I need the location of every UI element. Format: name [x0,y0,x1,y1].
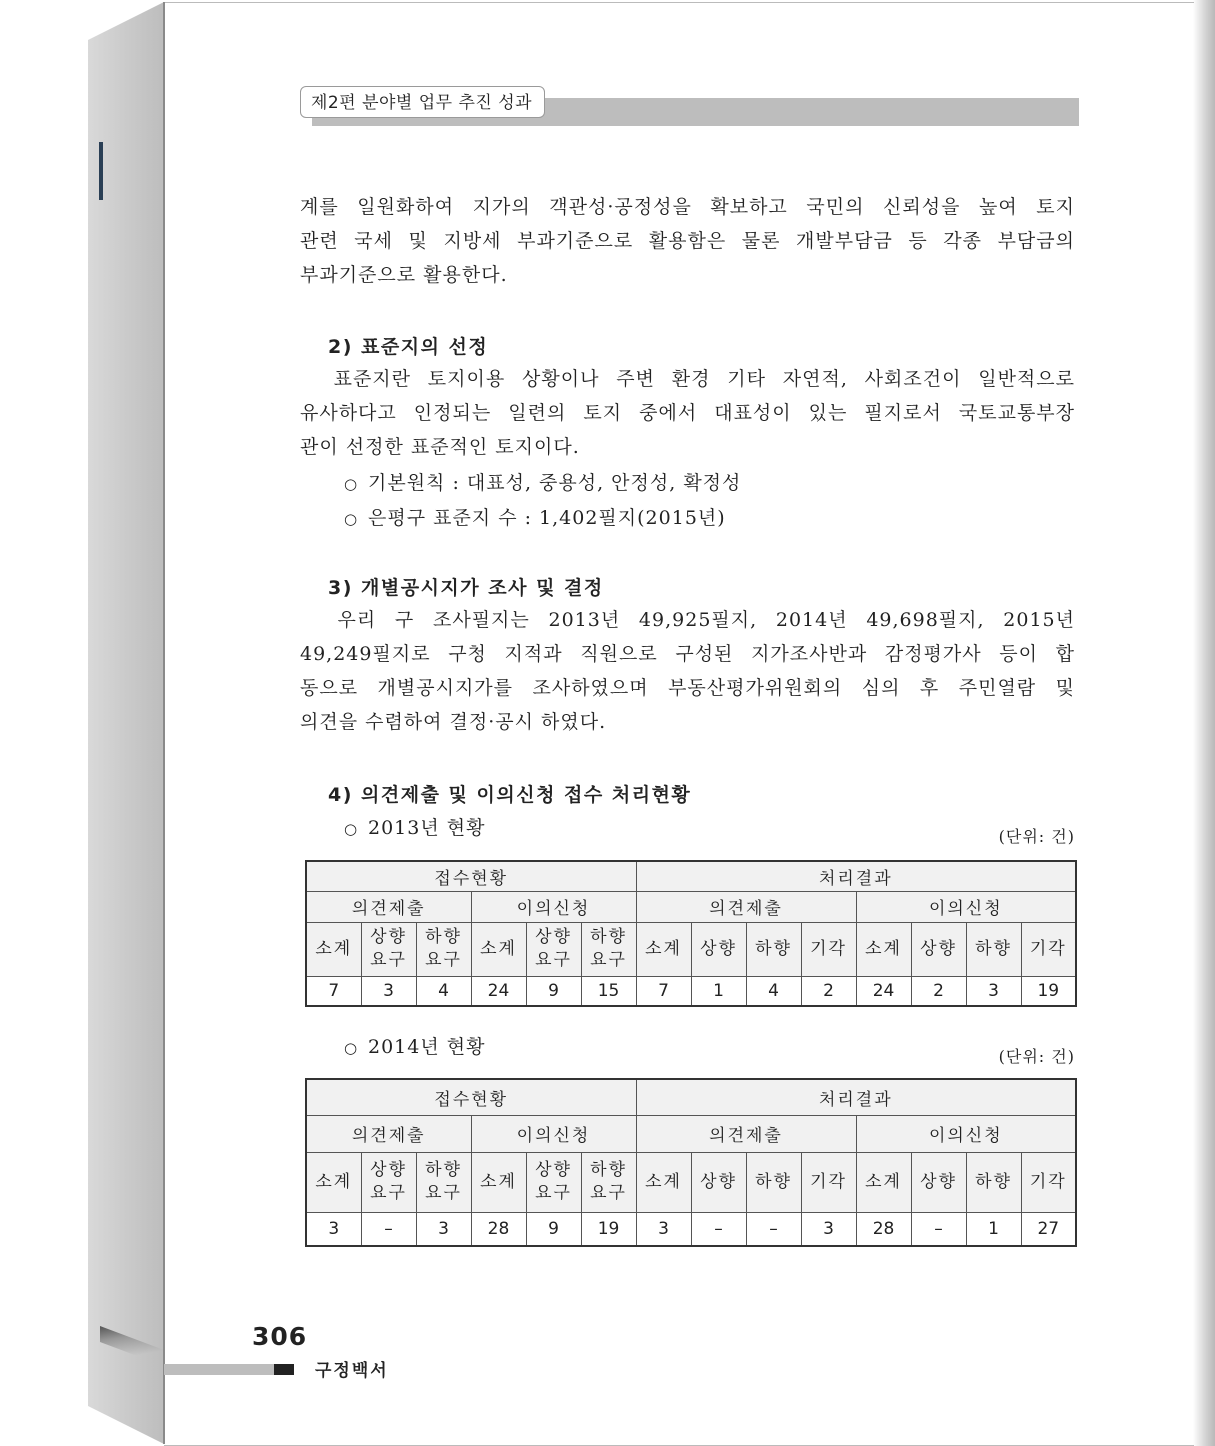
table-cell: 19 [1021,976,1076,1006]
header-cell: 처리결과 [636,1079,1076,1115]
header-cell: 이의신청 [856,1115,1076,1152]
text-line: 표준지란 토지이용 상황이나 주변 환경 기타 자연적, 사회조건이 일반적으로 [300,368,1075,390]
page-number: 306 [252,1322,308,1351]
footer-bar [164,1364,274,1375]
column-header-cell: 상향 [691,922,746,976]
table-cell: 28 [471,1212,526,1246]
column-header-cell: 상향 요구 [361,1152,416,1212]
table-cell: 9 [526,1212,581,1246]
table-cell: 2 [801,976,856,1006]
bullet-symbol: ○ [344,510,359,528]
footer-bar-accent [274,1364,294,1375]
text-line: 관련 국세 및 지방세 부과기준으로 활용함은 물론 개발부담금 등 각종 부담금의 [300,230,1075,252]
column-header-cell: 하향 요구 [416,922,471,976]
header-cell: 의견제출 [306,1115,471,1152]
header-cell: 이의신청 [471,891,636,922]
column-header-cell: 상향 요구 [526,922,581,976]
column-header-cell: 소계 [856,922,911,976]
column-header-cell: 상향 요구 [361,922,416,976]
column-header-cell: 기각 [1021,1152,1076,1212]
unit-label: (단위: 건) [998,827,1075,846]
table-cell: – [746,1212,801,1246]
table-cell: 27 [1021,1212,1076,1246]
spine-marker [99,142,103,200]
bullet-symbol: ○ [344,820,359,838]
column-header-cell: 하향 [966,1152,1021,1212]
text-line: 유사하다고 인정되는 일련의 토지 중에서 대표성이 있는 필지로서 국토교통부장 [300,402,1076,424]
column-header-cell: 소계 [636,922,691,976]
table-cell: 2 [911,976,966,1006]
book-title: 구정백서 [315,1361,389,1381]
section-paragraph [300,362,1075,464]
bullet-item [344,468,741,495]
table-2014 [305,1078,1077,1247]
page-edge-line [163,2,165,1444]
book-spine [88,2,164,1444]
header-cell: 의견제출 [636,891,856,922]
header-cell: 접수현황 [306,861,636,891]
bullet-symbol: ○ [344,475,359,493]
table-caption-text: 2013년 현황 [368,817,486,839]
column-header-cell: 하향 [746,922,801,976]
section-paragraph [300,603,1075,739]
table-cell: – [911,1212,966,1246]
table-caption-text: 2014년 현황 [368,1036,486,1058]
table-cell: 15 [581,976,636,1006]
table-cell: 7 [636,976,691,1006]
table-cell: 4 [746,976,801,1006]
page-shadow [1193,0,1215,1446]
column-header-row [306,922,1076,976]
intro-paragraph [300,190,1075,292]
table-cell: 24 [856,976,911,1006]
column-header-cell: 기각 [801,922,856,976]
table-cell: 1 [966,1212,1021,1246]
text-line: 계를 일원화하여 지가의 객관성·공정성을 확보하고 국민의 신뢰성을 높여 토지 [300,196,1075,218]
text-line: 동으로 개별공시지가를 조사하였으며 부동산평가위원회의 심의 후 주민열람 및 [300,677,1075,699]
table-cell: 9 [526,976,581,1006]
column-header-cell: 상향 [691,1152,746,1212]
column-header-cell: 하향 요구 [581,922,636,976]
table-cell: 3 [306,1212,361,1246]
column-header-cell: 소계 [636,1152,691,1212]
bullet-symbol: ○ [344,1039,359,1057]
header-cell: 의견제출 [306,891,471,922]
bullet-item [344,503,726,530]
table-cell: 4 [416,976,471,1006]
column-header-cell: 소계 [471,922,526,976]
table-cell: 24 [471,976,526,1006]
table-cell: 3 [416,1212,471,1246]
text-line: 관이 선정한 표준적인 토지이다. [300,436,580,458]
column-header-cell: 기각 [801,1152,856,1212]
column-header-cell: 하향 요구 [581,1152,636,1212]
table-cell: 3 [801,1212,856,1246]
table-cell: 19 [581,1212,636,1246]
column-header-cell: 소계 [471,1152,526,1212]
table-cell: 7 [306,976,361,1006]
table-cell: 3 [966,976,1021,1006]
bullet-text: 은평구 표준지 수 : 1,402필지(2015년) [368,507,726,529]
column-header-cell: 상향 [911,922,966,976]
text-line: 부과기준으로 활용한다. [300,264,508,286]
column-header-cell: 소계 [306,922,361,976]
header-cell: 처리결과 [636,861,1076,891]
section-tab: 제2편 분야별 업무 추진 성과 [300,86,545,118]
column-header-cell: 기각 [1021,922,1076,976]
header-cell: 접수현황 [306,1079,636,1115]
text-line: 의견을 수렴하여 결정·공시 하였다. [300,711,607,733]
text-line: 우리 구 조사필지는 2013년 49,925필지, 2014년 49,698필지, 2015년 [300,609,1075,631]
table-caption [344,813,485,840]
header-cell: 의견제출 [636,1115,856,1152]
table-cell: – [691,1212,746,1246]
column-header-cell: 상향 [911,1152,966,1212]
bullet-text: 기본원칙 : 대표성, 중용성, 안정성, 확정성 [368,472,742,494]
table-caption [344,1032,485,1059]
table-cell: 3 [636,1212,691,1246]
column-header-row [306,1152,1076,1212]
column-header-cell: 소계 [306,1152,361,1212]
column-header-cell: 상향 요구 [526,1152,581,1212]
unit-label: (단위: 건) [998,1047,1075,1066]
header-cell: 이의신청 [471,1115,636,1152]
header-cell: 이의신청 [856,891,1076,922]
section-heading: 2) 표준지의 선정 [328,336,489,358]
text-line: 49,249필지로 구청 지적과 직원으로 구성된 지가조사반과 감정평가사 등이 합 [300,643,1075,665]
table-row [306,976,1076,1006]
table-cell: – [361,1212,416,1246]
table-cell: 3 [361,976,416,1006]
column-header-cell: 하향 [746,1152,801,1212]
table-cell: 28 [856,1212,911,1246]
table-2013 [305,860,1077,1007]
column-header-cell: 하향 요구 [416,1152,471,1212]
column-header-cell: 소계 [856,1152,911,1212]
section-heading: 3) 개별공시지가 조사 및 결정 [328,577,604,599]
table-cell: 1 [691,976,746,1006]
column-header-cell: 하향 [966,922,1021,976]
table-row [306,1212,1076,1246]
section-heading: 4) 의견제출 및 이의신청 접수 처리현황 [328,784,692,806]
